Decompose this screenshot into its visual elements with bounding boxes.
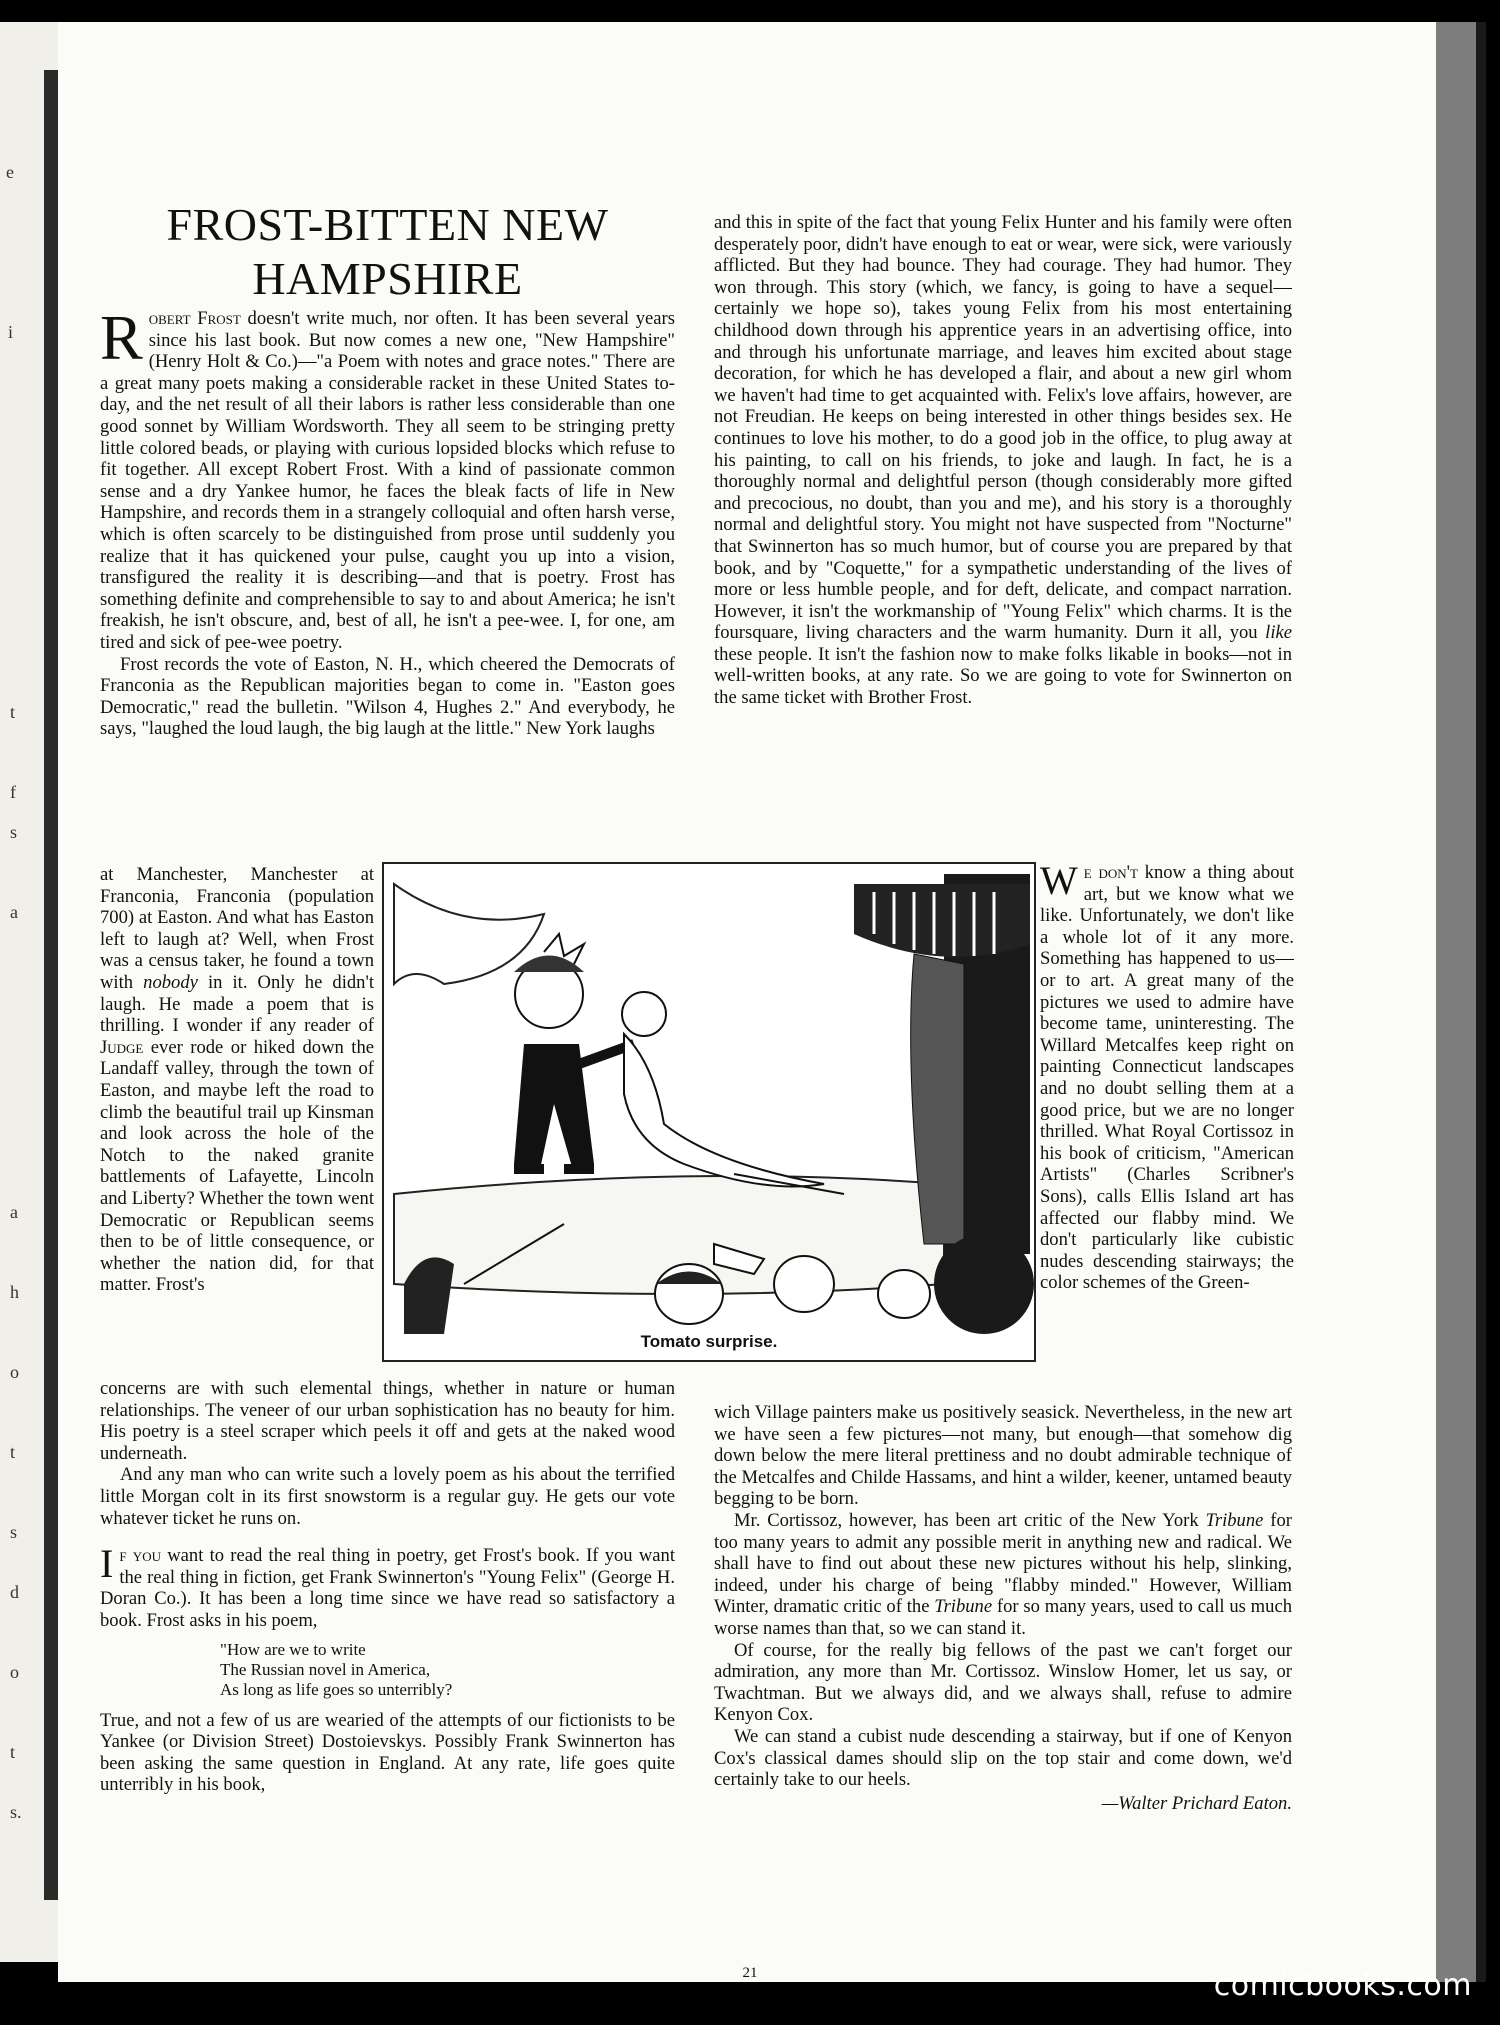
- paragraph-7-continued: wich Village painters make us positively seasick. Nevertheless, in the new art we have seen a few pictures—not many, but enough—that somehow dig down below the mere literal prettiness and no doubt admirable technique of the Metcalfes and Childe Hassams, and hint a wilder, keener, untamed beauty begging to be born.: [714, 1402, 1292, 1510]
- paragraph-2-continued: at Manchester, Manchester at Franconia, Franconia (population 700) at Easton. And what has Easton left to laugh at? Well, when Frost was a census taker, he found a town with nobody in it. Only he didn't laugh. He made a poem that is thrilling. I wonder if any reader of Judge ever rode or hiked down the Landaff valley, through the town of Easton, and maybe left the road to climb the beautiful trail up Kinsman and look across the hole of the Notch to the naked granite battlements of Lafayette, Lincoln and Liberty? Whether the town went Democratic or Republican seems then to be of little consequence, or whether the nation did, for that matter. Frost's: [100, 864, 374, 1296]
- page-edge-dark: [1476, 22, 1486, 1982]
- author-signature: —Walter Prichard Eaton.: [1101, 1792, 1292, 1814]
- paragraph-2-end: concerns are with such elemental things, whether in nature or human relationships. The veneer of our urban sophistication has no beauty for him. His poetry is a steel scraper which peels it off and gets at the naked wood underneath.: [100, 1378, 675, 1464]
- column-1-top: [100, 308, 675, 862]
- figure-caption: Tomato surprise.: [640, 1332, 778, 1351]
- paragraph-4: If you want to read the real thing in poetry, get Frost's book. If you want the real thing in fiction, get Frank Swinnerton's "Young Felix" (George H. Doran Co.). It has been a long time since we have read so satisfactory a book. Frost asks in his poem,: [100, 1541, 675, 1631]
- paragraph-2-start: Frost records the vote of Easton, N. H., which cheered the Democrats of Franconia as the Republican majorities began to come in. "Easton goes Democratic," read the bulletin. "Wilson 4, Hughes 2." And everybody, he says, "laughed the loud laugh, the big laugh at the little." New York laughs: [100, 653, 675, 740]
- paragraph-3: And any man who can write such a lovely poem as his about the terrified little Morgan colt in its first snowstorm is a regular guy. He gets our vote whatever ticket he runs on.: [100, 1464, 675, 1529]
- article-title: FROST-BITTEN NEW HAMPSHIRE: [166, 199, 609, 304]
- column-2-bottom: [714, 1402, 1292, 1922]
- column-1-bottom: [100, 1378, 675, 1963]
- poem-line: The Russian novel in America,: [220, 1659, 431, 1679]
- poem-line: As long as life goes so unterribly?: [220, 1679, 453, 1699]
- paragraph-9: Of course, for the really big fellows of the past we can't forget our admiration, any more than Mr. Cortissoz. Winslow Homer, let us say, or Twachtman. But we always did, and we always shall, refuse to admire Kenyon Cox.: [714, 1639, 1292, 1726]
- paragraph-6: and this in spite of the fact that young Felix Hunter and his family were often desperately poor, didn't have enough to eat or wear, were sick, were variously afflicted. But they had bounce. They had courage. They had humor. They won through. This story (which, we fancy, is going to have a sequel—certainly we hope so), takes young Felix from his most entertaining childhood down through his apprentice years in an advertising office, into and through his unfortunate marriage, and leaves him excited about stage decoration, for which he has developed a flair, and about a new girl whom we haven't had time to get acquainted with. Felix's love affairs, however, are not Freudian. He keeps on being interested in other things besides sex. He continues to love his mother, to do a good job in the office, to plug away at his painting, to call on his friends, to joke and laugh. In fact, he is a thoroughly normal and delightful person (though considerably more gifted and precocious, no doubt, than you and me), and his story is a thoroughly normal and delightful story. You might not have suspected from "Nocturne" that Swinnerton has so much humor, but of course you are prepared by that book, and by "Coquette," for a sympathetic understanding of the lives of more or less humble people, and for deft, delicate, and compact narration. However, it isn't the workmanship of "Young Felix" which charms. It is the foursquare, living characters and the warm humanity. Durn it all, you like these people. It isn't the fashion now to make folks likable in books—not in well-written books, at any rate. So we are going to vote for Swinnerton on the same ticket with Brother Frost.: [714, 212, 1292, 709]
- column-2-narrow: [1040, 862, 1294, 1402]
- facing-page-edge: e i t f s a a h o t s d o t s.: [0, 22, 58, 1962]
- column-2-top: [714, 212, 1292, 860]
- page-edge-shadow: [1436, 22, 1476, 1982]
- watermark: comicbooks.com: [1213, 1968, 1472, 2003]
- drop-cap: I: [100, 1541, 114, 1587]
- column-1-narrow: [100, 864, 374, 1376]
- paragraph-8: Mr. Cortissoz, however, has been art critic of the New York Tribune for too many years to admit any possible merit in anything new and radical. We shall have to find out about these new pictures without his help, slinking, indeed, under his charge of being "flabby minded." However, William Winter, dramatic critic of the Tribune for so many years, used to call us much worse names than that, so we can stand it.: [714, 1509, 1292, 1639]
- poem-line: "How are we to write: [220, 1639, 366, 1659]
- drop-cap: W: [1040, 862, 1078, 903]
- paragraph-1: Robert Frost doesn't write much, nor often. It has been several years since his last book. But now comes a new one, "New Hampshire" (Henry Holt & Co.)—"a Poem with notes and grace notes." There are a great many poets making a considerable racket in these United States to-day, and the net result of all their labors is rather less considerable than one good sonnet by William Wordsworth. They all seem to be stringing pretty little colored beads, or playing with curious lopsided blocks which refuse to fit together. All except Robert Frost. With a kind of passionate common sense and a dry Yankee humor, he faces the bleak facts of life in New Hampshire, and records them in a strangely colloquial and often harsh verse, which is often scarcely to be distinguished from prose until suddenly you realize that it has quickened your pulse, caught you up into a vision, transfigured the reality it is describing—and that is poetry. Frost has something definite and comprehensible to say to and about America; he isn't freakish, he isn't obscure, and, best of all, he isn't a pee-wee. I, for one, am tired and sick of pee-wee poetry.: [100, 308, 675, 653]
- page-number: 21: [742, 1965, 758, 1981]
- cartoon-illustration: [382, 862, 1036, 1362]
- paragraph-7: We don't know a thing about art, but we know what we like. Unfortunately, we don't like a whole lot of it any more. Something has happened to us—or to art. A great many of the pictures we used to admire have become tame, uninteresting. The Willard Metcalfes keep right on painting Connecticut landscapes and no doubt selling them at a good price, but we are no longer thrilled. What Royal Cortissoz in his book of criticism, "American Artists" (Charles Scribner's Sons), calls Ellis Island art has affected our flabby mind. We don't particularly like cubistic nudes descending stairways; the color schemes of the Green-: [1040, 862, 1294, 1294]
- paragraph-10: We can stand a cubist nude descending a stairway, but if one of Kenyon Cox's classical dames should slip on the top stair and come down, we'd certainly take to our heels.: [714, 1725, 1292, 1791]
- poem-quote: [220, 1640, 675, 1700]
- cartoon-drawing: [384, 864, 1034, 1360]
- paragraph-5: True, and not a few of us are wearied of the attempts of our fictionists to be Yankee (or Division Street) Dostoievskys. Possibly Frank Swinnerton has been asking the same question in England. At any rate, life goes quite unterribly in his book,: [100, 1709, 675, 1796]
- drop-cap: R: [100, 308, 143, 373]
- binding-spine: [44, 70, 58, 1900]
